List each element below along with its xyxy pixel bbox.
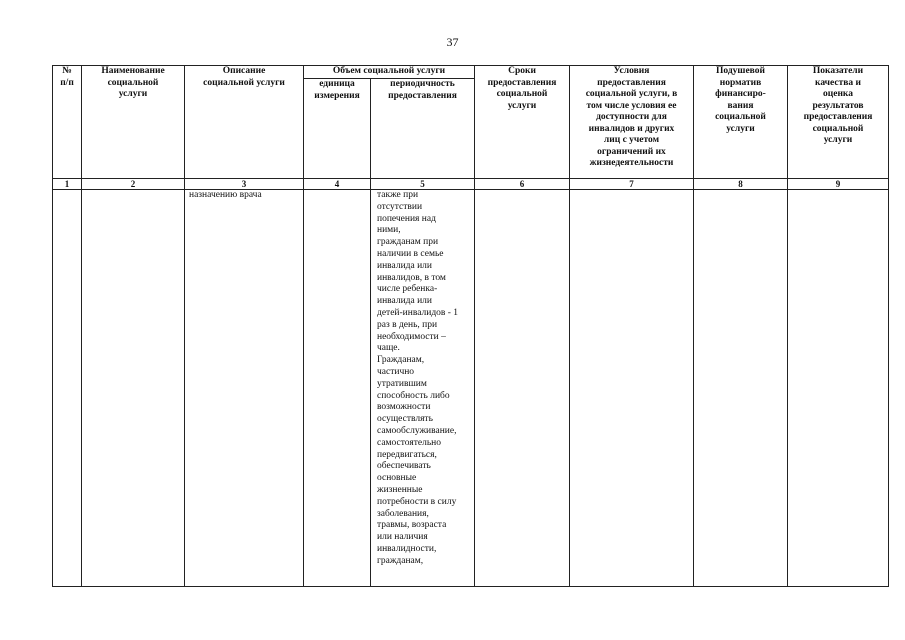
column-number: 9 <box>788 179 889 190</box>
column-number: 2 <box>82 179 185 190</box>
column-number: 8 <box>694 179 788 190</box>
page-number: 37 <box>446 35 459 49</box>
column-number: 6 <box>475 179 570 190</box>
row-name-cell <box>82 190 185 587</box>
row-periodicity-cell: также при отсутствии попечения над ними, гражданам при наличии в семье инвалида или инвалидов, в том числе ребенка- инвалида или детей-инвалидов - 1 раз в день, при необходимости – чаще. Гражданам, частично утратившим способность либо возможности осуществлять самообслуживание, самостоятельно передвигаться, обеспечивать основные жизненные потребности в силу заболевания, травмы, возраста или наличия инвалидности, гражданам, <box>371 190 475 587</box>
row-norm-cell <box>694 190 788 587</box>
header-unit: единица измерения <box>304 79 371 179</box>
header-service-conditions: Условия предоставления социальной услуги, в том числе условия ее доступности для инвалидов и других лиц с учетом ограничений их жизнедеятельности <box>570 66 694 179</box>
table-row <box>53 190 889 587</box>
header-service-volume: Объем социальной услуги <box>304 66 475 79</box>
column-number: 1 <box>53 179 82 190</box>
column-number-row <box>53 179 889 190</box>
row-number-cell <box>53 190 82 587</box>
social-services-table <box>52 65 889 587</box>
column-number: 7 <box>570 179 694 190</box>
column-number: 4 <box>304 179 371 190</box>
row-quality-cell <box>788 190 889 587</box>
header-service-terms: Сроки предоставления социальной услуги <box>475 66 570 179</box>
header-periodicity: периодичность предоставления <box>371 79 475 179</box>
header-service-description: Описание социальной услуги <box>185 66 304 179</box>
header-financing-norm: Подушевой норматив финансиро- вания социальной услуги <box>694 66 788 179</box>
header-number: № п/п <box>53 66 82 179</box>
row-terms-cell <box>475 190 570 587</box>
header-service-name: Наименование социальной услуги <box>82 66 185 179</box>
header-quality-indicators: Показатели качества и оценка результатов предоставления социальной услуги <box>788 66 889 179</box>
row-unit-cell <box>304 190 371 587</box>
column-number: 5 <box>371 179 475 190</box>
row-conditions-cell <box>570 190 694 587</box>
row-description-cell: назначению врача <box>185 190 304 587</box>
column-number: 3 <box>185 179 304 190</box>
